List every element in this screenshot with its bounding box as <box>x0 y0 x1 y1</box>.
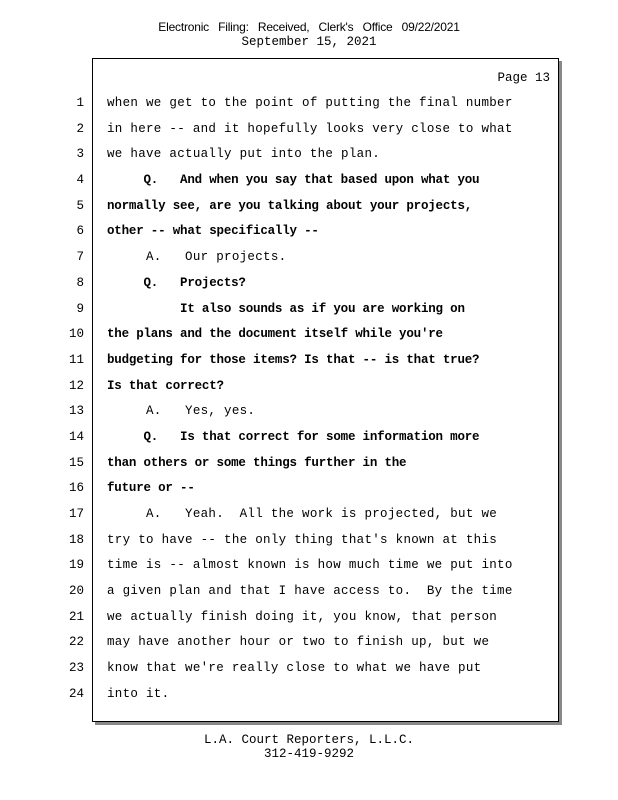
transcript-line: A. Yeah. All the work is projected, but we <box>107 507 498 521</box>
line-number: 20 <box>68 584 84 599</box>
transcript-line: future or -- <box>107 481 195 496</box>
line-number: 10 <box>68 327 84 342</box>
line-number: 3 <box>76 147 84 162</box>
transcript-line: a given plan and that I have access to. By the time <box>107 584 513 599</box>
reporter-phone: 312-419-9292 <box>263 747 354 761</box>
transcript-line: A. Our projects. <box>107 250 287 265</box>
transcript-line: Q. Projects? <box>107 275 246 290</box>
transcript-line: budgeting for those items? Is that -- is that true? <box>107 352 480 367</box>
transcript-line: in here -- and it hopefully looks very close to what <box>107 121 513 136</box>
transcript-line: normally see, are you talking about your projects, <box>107 198 473 213</box>
line-number: 9 <box>76 301 84 316</box>
line-number: 18 <box>68 532 84 547</box>
line-number: 2 <box>76 121 84 136</box>
page-number: Page 13 <box>497 71 550 85</box>
transcript-line: we actually finish doing it, you know, that person <box>107 609 498 624</box>
transcript-line: other -- what specifically -- <box>107 224 319 239</box>
line-number: 14 <box>68 429 84 444</box>
line-number: 7 <box>76 250 84 265</box>
line-number: 12 <box>68 378 84 393</box>
transcript-text <box>107 93 547 710</box>
transcript-line: we have actually put into the plan. <box>107 147 381 162</box>
line-number-column <box>40 93 84 710</box>
line-number: 15 <box>68 455 84 470</box>
transcript-line: Q. Is that correct for some information more <box>107 429 480 444</box>
line-number: 23 <box>68 661 84 676</box>
transcript-line: than others or some things further in the <box>107 455 407 470</box>
line-number: 6 <box>76 224 84 239</box>
line-number: 19 <box>68 558 84 573</box>
transcript-line: the plans and the document itself while you're <box>107 327 443 342</box>
transcript-date: September 15, 2021 <box>241 35 377 49</box>
filing-stamp: Electronic Filing: Received, Clerk's Office 09/22/2021 <box>158 20 460 34</box>
line-number: 21 <box>68 609 84 624</box>
transcript-line: when we get to the point of putting the final number <box>107 96 513 110</box>
line-number: 4 <box>76 173 84 188</box>
transcript-line: time is -- almost known is how much time we put into <box>107 558 513 573</box>
transcript-line: It also sounds as if you are working on <box>107 301 465 316</box>
line-number: 11 <box>68 352 84 367</box>
line-number: 1 <box>76 96 84 110</box>
line-number: 22 <box>68 635 84 650</box>
transcript-line: may have another hour or two to finish up, but we <box>107 635 490 650</box>
transcript-line: Is that correct? <box>107 378 224 393</box>
transcript-line: try to have -- the only thing that's known at this <box>107 532 498 547</box>
line-number: 16 <box>68 481 84 496</box>
line-number: 5 <box>76 198 84 213</box>
line-number: 8 <box>76 275 84 290</box>
footer <box>0 733 618 761</box>
transcript-line: Q. And when you say that based upon what you <box>107 173 480 188</box>
transcript-line: into it. <box>107 686 170 701</box>
line-number: 24 <box>68 686 84 701</box>
reporter-company: L.A. Court Reporters, L.L.C. <box>203 733 415 747</box>
line-number: 17 <box>68 507 84 521</box>
line-number: 13 <box>68 404 84 419</box>
transcript-line: A. Yes, yes. <box>107 404 256 419</box>
transcript-line: know that we're really close to what we have put <box>107 661 482 676</box>
